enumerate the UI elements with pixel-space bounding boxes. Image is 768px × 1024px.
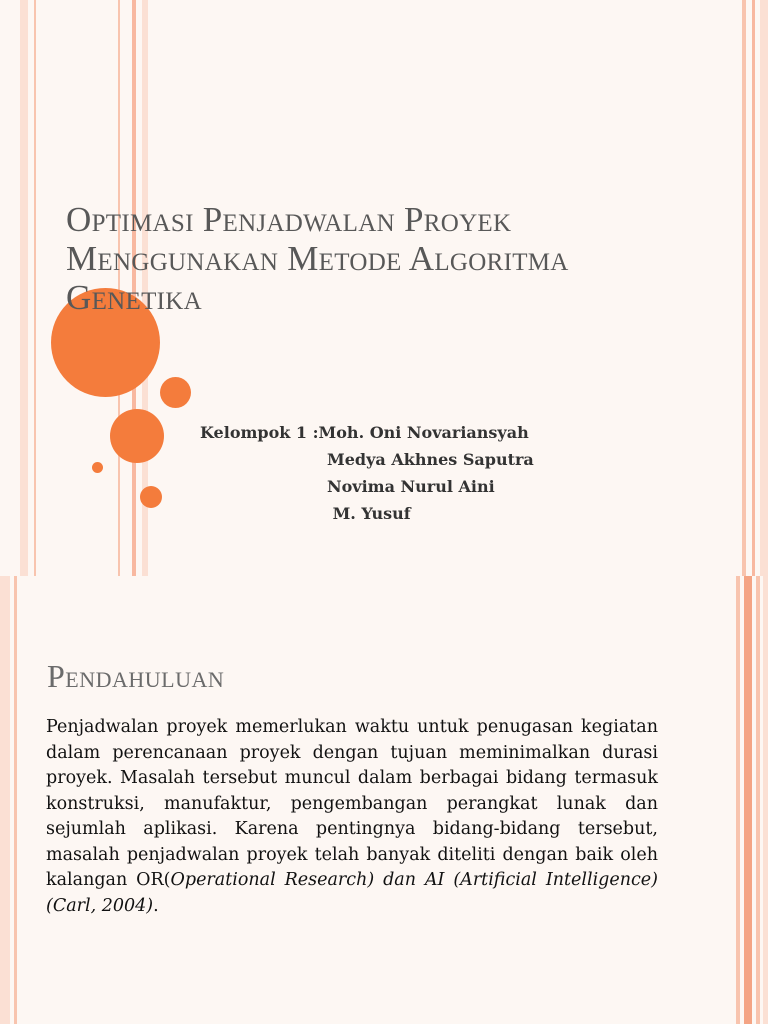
decorative-stripe: [760, 0, 768, 576]
title-line: Optimasi Penjadwalan Proyek: [66, 200, 512, 239]
group-label: Kelompok 1 :: [200, 423, 319, 442]
title-line: Genetika: [66, 278, 202, 317]
decorative-stripe: [756, 576, 760, 1024]
decorative-stripe: [742, 0, 746, 576]
decorative-circle-small: [92, 462, 103, 473]
member-row: [200, 423, 529, 442]
decorative-circle: [160, 377, 191, 408]
decorative-circle: [140, 486, 162, 508]
decorative-stripe: [752, 0, 755, 576]
decorative-stripe: [744, 576, 752, 1024]
title-line: Menggunakan Metode Algoritma: [66, 239, 569, 278]
decorative-stripe: [20, 0, 28, 576]
section-heading: Pendahuluan: [47, 658, 225, 694]
decorative-stripe: [763, 576, 768, 1024]
member-name: Moh. Oni Novariansyah: [318, 423, 529, 442]
paragraph-italic-text: Operational Research) dan AI (Artificial Intelligence) (Carl, 2004): [46, 870, 658, 916]
member-name: Medya Akhnes Saputra: [327, 450, 534, 469]
body-paragraph: [46, 715, 658, 919]
decorative-stripe: [14, 576, 17, 1024]
member-name: Novima Nurul Aini: [327, 477, 495, 496]
content-slide: [0, 576, 768, 1024]
decorative-stripe: [34, 0, 36, 576]
paragraph-end: .: [153, 895, 159, 916]
decorative-stripe: [736, 576, 740, 1024]
slide-title: [66, 200, 706, 317]
decorative-stripe: [0, 576, 10, 1024]
member-name: M. Yusuf: [327, 504, 411, 523]
decorative-circle: [110, 409, 164, 463]
paragraph-text: Penjadwalan proyek memerlukan waktu untuk penugasan kegiatan dalam perencanaan proyek dengan tujuan meminimalkan durasi proyek. Masalah tersebut muncul dalam berbagai bidang termasuk konstruksi, manufaktur, pengembangan perangkat lunak dan sejumlah aplikasi. Karena pentingnya bidang-bidang tersebut, masalah penjadwalan proyek telah banyak diteliti dengan baik oleh kalangan OR(: [46, 717, 658, 890]
